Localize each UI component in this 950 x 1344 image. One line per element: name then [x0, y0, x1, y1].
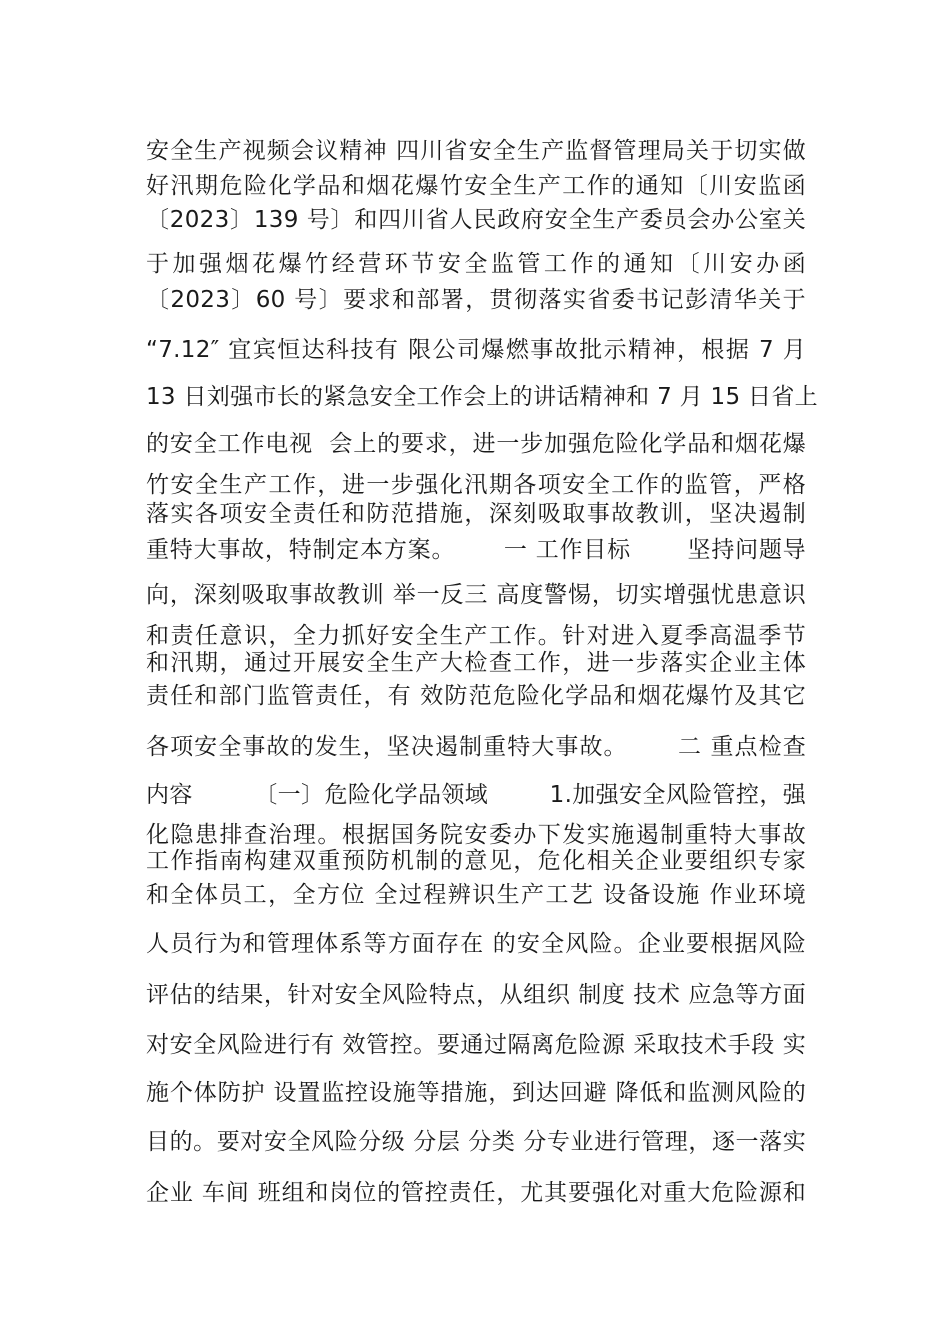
- body-text-line: 人员行为和管理体系等方面存在 的安全风险。企业要根据风险: [146, 931, 806, 957]
- body-text-line: 和责任意识，全力抓好安全生产工作。针对进入夏季高温季节: [146, 623, 806, 649]
- body-text-line: 施个体防护 设置监控设施等措施，到达回避 降低和监测风险的: [146, 1080, 806, 1106]
- body-text-line: 企业 车间 班组和岗位的管控责任，尤其要强化对重大危险源和: [146, 1180, 806, 1206]
- body-text-line: 〔2023〕60 号〕要求和部署，贯彻落实省委书记彭清华关于: [146, 287, 806, 313]
- body-text-line: 安全生产视频会议精神 四川省安全生产监督管理局关于切实做: [146, 138, 806, 164]
- body-text-line: 责任和部门监管责任，有 效防范危险化学品和烟花爆竹及其它: [146, 683, 806, 709]
- body-text-line: 评估的结果，针对安全风险特点，从组织 制度 技术 应急等方面: [146, 982, 806, 1008]
- body-text-line: 重特大事故，特制定本方案。 一 工作目标 坚持问题导: [146, 537, 806, 563]
- body-text-line: 化隐患排查治理。根据国务院安委办下发实施遏制重特大事故: [146, 822, 806, 848]
- body-text-line: 对安全风险进行有 效管控。要通过隔离危险源 采取技术手段 实: [146, 1032, 806, 1058]
- body-text-line: “7.12″ 宜宾恒达科技有 限公司爆燃事故批示精神，根据 7 月: [146, 337, 806, 363]
- body-text-line: 内容 〔一〕危险化学品领域 1.加强安全风险管控，强: [146, 782, 806, 808]
- body-text-line: 向，深刻吸取事故教训 举一反三 高度警惕，切实增强忧患意识: [146, 582, 806, 608]
- body-text-line: 13 日刘强市长的紧急安全工作会上的讲话精神和 7 月 15 日省上: [146, 384, 818, 410]
- body-text-line: 各项安全事故的发生，坚决遏制重特大事故。 二 重点检查: [146, 734, 806, 760]
- body-text-line: 的安全工作电视 会上的要求，进一步加强危险化学品和烟花爆: [146, 431, 806, 457]
- body-text-line: 和全体员工，全方位 全过程辨识生产工艺 设备设施 作业环境: [146, 882, 806, 908]
- body-text-line: 〔2023〕139 号〕和四川省人民政府安全生产委员会办公室关: [146, 207, 806, 233]
- body-text-line: 工作指南构建双重预防机制的意见，危化相关企业要组织专家: [146, 848, 806, 874]
- body-text-line: 于加强烟花爆竹经营环节安全监管工作的通知〔川安办函: [146, 251, 806, 277]
- body-text-line: 和汛期，通过开展安全生产大检查工作，进一步落实企业主体: [146, 650, 806, 676]
- body-text-line: 好汛期危险化学品和烟花爆竹安全生产工作的通知〔川安监函: [146, 173, 806, 199]
- body-text-line: 落实各项安全责任和防范措施，深刻吸取事故教训，坚决遏制: [146, 501, 806, 527]
- body-text-line: 竹安全生产工作，进一步强化汛期各项安全工作的监管，严格: [146, 472, 806, 498]
- body-text-line: 目的。要对安全风险分级 分层 分类 分专业进行管理，逐一落实: [146, 1129, 806, 1155]
